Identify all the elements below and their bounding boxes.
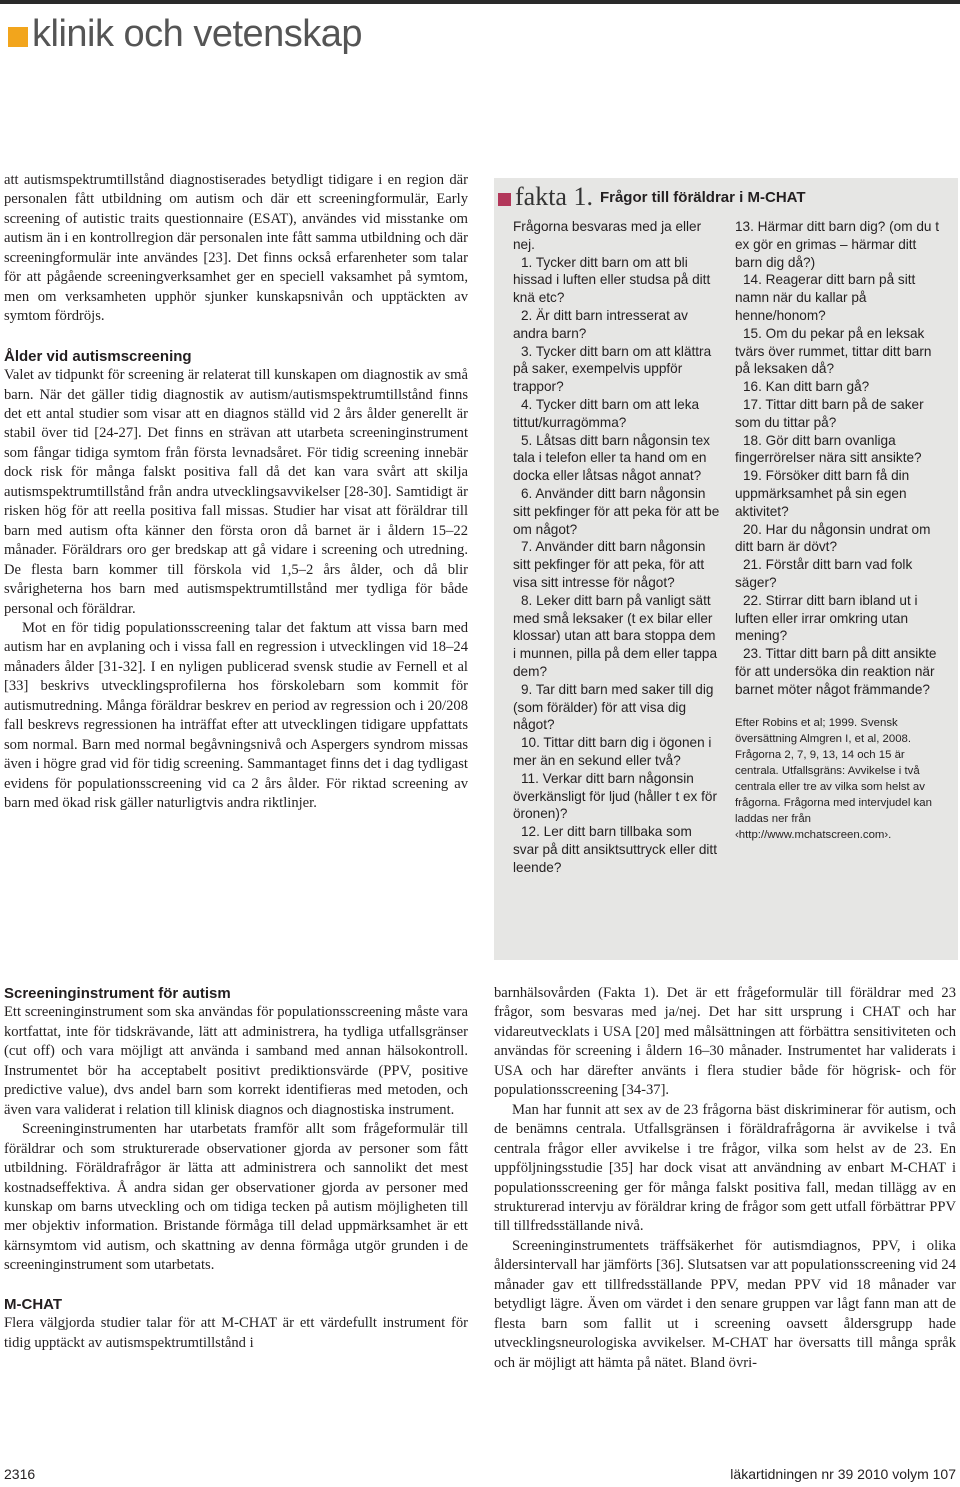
column-left-bottom <box>4 984 468 1353</box>
fact-question: 23. Tittar ditt barn på ditt ansikte för att undersöka din reaktion när barnet möter något främmande? <box>735 646 937 697</box>
fact-question: 14. Reagerar ditt barn på sitt namn när du kallar på henne/honom? <box>735 272 916 323</box>
section-header <box>8 12 362 56</box>
header-rule <box>0 0 960 4</box>
fact-question: 11. Verkar ditt barn någonsin överkänsligt för ljud (håller t ex för öronen)? <box>513 770 717 822</box>
fact-question: 15. Om du pekar på en leksak tvärs över rummet, tittar ditt barn på leksaken då? <box>735 325 932 377</box>
fact-question: 19. Försöker ditt barn få din uppmärksamhet på sin egen aktivitet? <box>735 468 910 519</box>
page-number: 2316 <box>4 1466 36 1482</box>
journal-footer: läkartidningen nr 39 2010 volym 107 <box>730 1466 956 1482</box>
fact-question: 2. Är ditt barn intresserat av andra barn? <box>513 307 688 341</box>
fact-label: fakta 1. <box>515 182 593 211</box>
paragraph: Ett screeninginstrument som ska användas för populationsscreening måste vara kortfattat, inte för tidskrävande, lätt att administrera, ha tydliga utfallsgränser (cut off) och vara möjligt att använda i samband med annan hälsokontroll. Instrumentet bör ha acceptabelt positivt prediktionsvärde (PPV, positive predictive value), dvs andel barn som korrekt identifieras med metoden, och även vara validerat i relation till klinisk diagnos och diagnostiska instrument. <box>4 1004 468 1118</box>
fact-column-left <box>513 218 721 876</box>
column-left-top <box>4 171 468 814</box>
fact-question: 18. Gör ditt barn ovanliga fingerrörelser nära sitt ansikte? <box>735 432 922 466</box>
fact-column-right <box>735 218 947 843</box>
paragraph: Valet av tidpunkt för screening är relaterat till kunskapen om diagnostik av små barn. När det gäller tidig diagnostik av autism/autismspektrumtillstånd finns det ett antal studier som visar att en diagnos ställd vid 2 års ålder generellt är stabil över tid [24-27]. Det finns en strävan att utarbeta screeninginstrument som fångar tidiga symtom från första levnadsåret. För tidig screening innebär dock risk för många falskt positiva fall då det kan vara svårt att skilja autismspektrumtillstånd från andra utvecklingsavvikelser [28-30]. Samtidigt är risken hög för att reella positiva fall missas. Studier har visat att föräldrar till barn med autism ofta känner den första oron då barnet är i åldern 15–22 månader. Föräldrars oro ger bredskap att gå vidare i screening och utredning. De flesta barn kommer till förskola vid 1,5–2 års ålder, och då blir svårigheterna hos barn med autismspektrumtillstånd mer tydliga för både personal och föräldrar. <box>4 367 468 617</box>
paragraph: Mot en för tidig populationsscreening talar det faktum att vissa barn med autism har en avplaning och i vissa fall en regression i utvecklingen vid 18–24 månaders ålder [31-32]. I en nyligen publicerad svensk studie av Fernell et al [33] beskrivs utvecklingsprofilerna hos förskolebarn som kommit för autismutredning. Många föräldrar beskrev en period av regression och i 20/208 fall beskrevs regressionen ha inträffat efter att utvecklingen tidigare uppfattats som normal. Barn med normal begåvningsnivå och Aspergers syndrom missas även i högre grad vid för tidig screening. Sammantaget finns det i dag tydligast evidens för populationsscreening vid ca 2 års ålder. För riktad screening av barn med ökad risk gäller naturligtvis andra riktlinjer. <box>4 619 468 812</box>
section-title: klinik och vetenskap <box>32 12 363 55</box>
paragraph: Screeninginstrumentets träffsäkerhet för autismdiagnos, PPV, i olika åldersintervall har jämförts [36]. Slutsatsen var att populationsscreening vid 24 månader gav ett tillfredsställande PPV, medan PPV vid 18 månader var betydligt lägre. Även om värdet i den senare gruppen var lågt fann man att de flesta barn som fallit ut i screening oavsett åldersgrupp hade utvecklingsneurologiska avvikelser. M-CHAT har översatts till många språk och är möjligt att hämta på nätet. Bland övri- <box>494 1237 956 1371</box>
fact-question: 1. Tycker ditt barn om att bli hissad i luften eller studsa på ditt knä etc? <box>513 254 711 306</box>
fact-question: 20. Har du någonsin undrat om ditt barn är dövt? <box>735 521 931 555</box>
fact-question: 3. Tycker ditt barn om att klättra på saker, exempelvis uppför trappor? <box>513 343 712 395</box>
fact-marker <box>498 193 511 206</box>
subheading-instrument: Screeninginstrument för autism <box>4 985 231 1002</box>
paragraph: Flera välgjorda studier talar för att M-CHAT är ett värdefullt instrument för tidig upptäckt av autismspektrumtillstånd i <box>4 1315 468 1351</box>
fact-question: 16. Kan ditt barn gå? <box>743 379 870 395</box>
fact-box <box>494 178 958 960</box>
paragraph: Man har funnit att sex av de 23 frågorna bäst diskriminerar för autism, och de benämns centrala. Utfallsgränsen i föräldrafrågorna är avvikelse i två centrala frågor eller avvikelse i tre frågor, vilka som helst av de 23. En uppföljningsstudie [35] har dock visat att användning av enbart M-CHAT i populationsscreening ger för många falskt positiva fall, medan tillägg av en strukturerad intervju av föräldrar kring de frågor som gett utfall förbättrar PPV till tillfredsställande nivå. <box>494 1101 956 1235</box>
section-marker <box>8 27 28 47</box>
paragraph: barnhälsovården (Fakta 1). Det är ett frågeformulär till föräldrar med 23 frågor, som besvaras med ja/nej. Det har sitt ursprung i CHAT och har vidareutvecklats i USA [20] med målsättningen att förbättra sensitiviteten och användas för screening i åldern 16–30 månader. Instrumentet har validerats i USA och har därefter använts i flera studier både för högrisk- och för populationsscreening [34-37]. <box>494 985 956 1099</box>
fact-question: 8. Leker ditt barn på vanligt sätt med små leksaker (t ex bilar eller klossar) utan att bara stoppa dem i munnen, pilla på dem eller tappa dem? <box>513 592 718 679</box>
fact-question: 9. Tar ditt barn med saker till dig (som förälder) för att visa dig något? <box>513 681 714 733</box>
fact-source-note: Efter Robins et al; 1999. Svensk översättning Almgren I, et al, 2008. Frågorna 2, 7, 9, 13, 14 och 15 är centrala. Utfallsgräns: Avvikelse i två centrala eller tre av vilka som helst av frågorna. Frågorna med intervjudel kan laddas ner från ‹http://www.mchatscreen.com›. <box>735 716 932 841</box>
fact-question: 12. Ler ditt barn tillbaka som svar på ditt ansiktsuttryck eller ditt leende? <box>513 824 717 875</box>
fact-question: 4. Tycker ditt barn om att leka tittut/kurragömma? <box>513 396 700 430</box>
fact-box-header <box>498 182 806 212</box>
column-right <box>494 984 956 1373</box>
subheading-mchat: M-CHAT <box>4 1295 63 1313</box>
fact-question: 6. Använder ditt barn någonsin sitt pekfinger för att peka för att be om något? <box>513 485 720 537</box>
fact-intro: Frågorna besvaras med ja eller nej. <box>513 219 702 252</box>
fact-title: Frågor till föräldrar i M-CHAT <box>599 188 806 206</box>
fact-question: 21. Förstår ditt barn vad folk säger? <box>735 557 913 590</box>
fact-question: 13. Härmar ditt barn dig? (om du t ex gör en grimas – härmar ditt barn dig då?) <box>735 219 939 270</box>
paragraph: Screeninginstrumenten har utarbetats framför allt som frågeformulär till föräldrar och som strukturerade observationer gjorda av personer som fått utbildning. Föräldrafrågor är lätta att administrera och sannolikt det mest kostnadseffektiva. Å andra sidan ger observationer gjorda av personer med kunskap om barns utveckling och om tidiga tecken på autism möjligheten till mer objektiv information. Bristande förmåga till delad uppmärksamhet är ett kärnsymtom vid autism, och skattning av denna förmåga utgör grunden i de screeninginstrument som utarbetats. <box>4 1121 468 1274</box>
fact-question: 5. Låtsas ditt barn någonsin tex tala i telefon eller ta hand om en docka eller låtsas något annat? <box>513 432 710 484</box>
fact-question: 17. Tittar ditt barn på de saker som du tittar på? <box>735 396 924 430</box>
fact-question: 7. Använder ditt barn någonsin sitt pekfinger för att peka, för att visa sitt intresse för något? <box>513 539 706 590</box>
fact-question: 22. Stirrar ditt barn ibland ut i luften eller irrar omkring utan mening? <box>735 592 918 644</box>
subheading-alder: Ålder vid autismscreening <box>4 347 192 365</box>
fact-question: 10. Tittar ditt barn dig i ögonen i mer än en sekund eller två? <box>513 735 712 768</box>
paragraph: att autismspektrumtillstånd diagnostiserades betydligt tidigare i en region där personalen fått utbildning om autism och där ett screeningformulär, Early screening of autistic traits questionnaire (ESAT), användes vid misstanke om autism än i en kontrollregion där personalen inte fått samma utbildning och där screeningformulär inte användes [23]. Det finns också erfarenheter som talar för att pågående screeningverksamhet ger en speciell vaksamhet på symtom, men om verksamheten upphör sjunker kunskapsnivån och upptäckten av symtom fördröjs. <box>4 172 468 325</box>
